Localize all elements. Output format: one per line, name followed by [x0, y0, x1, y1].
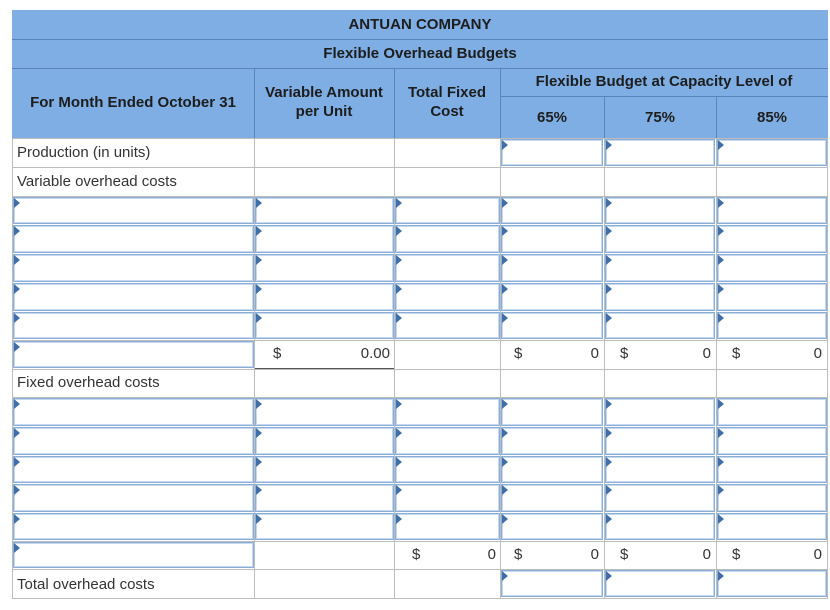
level-75-input[interactable]	[605, 225, 715, 253]
level-75-input[interactable]	[605, 312, 715, 339]
level-85-input[interactable]	[717, 225, 827, 253]
fixed-overhead-label: Fixed overhead costs	[17, 374, 160, 391]
total-fixed-header-line2: Cost	[430, 103, 464, 120]
variable-cost-name-input[interactable]	[13, 283, 254, 311]
fixed-cost-input[interactable]	[395, 225, 500, 253]
variable-total-65-currency: $	[514, 345, 523, 362]
level-85-input[interactable]	[717, 484, 827, 512]
level-85-header: 85%	[756, 109, 788, 126]
variable-amount-input[interactable]	[255, 398, 394, 426]
header-divider	[500, 96, 828, 97]
fixed-cost-input[interactable]	[395, 484, 500, 512]
row-line	[12, 369, 828, 370]
level-75-input[interactable]	[605, 513, 715, 540]
level-65-input[interactable]	[501, 312, 603, 339]
fixed-cost-name-input[interactable]	[13, 427, 254, 455]
fixed-cost-name-input[interactable]	[13, 456, 254, 483]
fixed-total-75-currency: $	[620, 546, 629, 563]
level-65-input[interactable]	[501, 513, 603, 540]
level-65-input[interactable]	[501, 427, 603, 455]
variable-total-85-currency: $	[732, 345, 741, 362]
level-75-input[interactable]	[605, 283, 715, 311]
fixed-cost-name-input[interactable]	[13, 398, 254, 426]
level-75-header: 75%	[644, 109, 676, 126]
fixed-cost-name-input[interactable]	[13, 484, 254, 512]
fixed-total-cost-currency: $	[412, 546, 421, 563]
variable-amount-input[interactable]	[255, 197, 394, 224]
column-line	[827, 138, 828, 598]
fixed-total-cost-value: 0	[487, 546, 496, 563]
header-divider	[12, 39, 828, 40]
level-75-input[interactable]	[605, 254, 715, 282]
header-divider	[12, 68, 828, 69]
level-85-input[interactable]	[717, 456, 827, 483]
total-fixed-header-line1: Total Fixed	[407, 84, 487, 101]
variable-cost-name-input[interactable]	[13, 312, 254, 339]
variable-amount-input[interactable]	[255, 254, 394, 282]
total-overhead-65-input[interactable]	[501, 570, 603, 597]
variable-amount-input[interactable]	[255, 513, 394, 540]
level-65-input[interactable]	[501, 254, 603, 282]
production-label: Production (in units)	[17, 144, 151, 161]
level-75-input[interactable]	[605, 456, 715, 483]
fixed-total-85-currency: $	[732, 546, 741, 563]
variable-total-75-currency: $	[620, 345, 629, 362]
fixed-cost-input[interactable]	[395, 456, 500, 483]
production-65-input[interactable]	[501, 139, 603, 166]
report-title: Flexible Overhead Budgets	[323, 45, 517, 62]
total-overhead-label: Total overhead costs	[17, 576, 155, 593]
level-85-input[interactable]	[717, 513, 827, 540]
production-75-input[interactable]	[605, 139, 715, 166]
fixed-total-65-value: 0	[590, 546, 599, 563]
variable-amount-input[interactable]	[255, 225, 394, 253]
production-85-input[interactable]	[717, 139, 827, 166]
variable-total-65-value: 0	[590, 345, 599, 362]
variable-total-label-input[interactable]	[13, 341, 254, 368]
variable-cost-name-input[interactable]	[13, 197, 254, 224]
variable-total-75-value: 0	[702, 345, 711, 362]
level-75-input[interactable]	[605, 484, 715, 512]
total-underline	[255, 368, 394, 369]
variable-total-85-value: 0	[813, 345, 822, 362]
variable-amount-input[interactable]	[255, 427, 394, 455]
fixed-cost-input[interactable]	[395, 398, 500, 426]
company-name: ANTUAN COMPANY	[348, 16, 492, 33]
fixed-total-85-value: 0	[813, 546, 822, 563]
variable-amount-input[interactable]	[255, 484, 394, 512]
row-line	[12, 598, 828, 599]
level-85-input[interactable]	[717, 427, 827, 455]
fixed-cost-input[interactable]	[395, 312, 500, 339]
variable-amount-input[interactable]	[255, 283, 394, 311]
level-65-input[interactable]	[501, 283, 603, 311]
variable-amount-input[interactable]	[255, 312, 394, 339]
total-overhead-75-input[interactable]	[605, 570, 715, 597]
level-65-input[interactable]	[501, 484, 603, 512]
fixed-cost-input[interactable]	[395, 254, 500, 282]
fixed-cost-input[interactable]	[395, 513, 500, 540]
level-65-input[interactable]	[501, 225, 603, 253]
level-75-input[interactable]	[605, 398, 715, 426]
level-85-input[interactable]	[717, 312, 827, 339]
flexible-budget-header: Flexible Budget at Capacity Level of	[535, 73, 793, 90]
fixed-cost-name-input[interactable]	[13, 513, 254, 540]
variable-cost-name-input[interactable]	[13, 225, 254, 253]
fixed-cost-input[interactable]	[395, 427, 500, 455]
level-85-input[interactable]	[717, 254, 827, 282]
variable-amount-total-value: 0.00	[360, 345, 390, 362]
level-85-input[interactable]	[717, 398, 827, 426]
level-85-input[interactable]	[717, 197, 827, 224]
level-65-input[interactable]	[501, 398, 603, 426]
variable-overhead-label: Variable overhead costs	[17, 173, 177, 190]
level-65-header: 65%	[536, 109, 568, 126]
variable-amount-header-line2: per Unit	[295, 103, 353, 120]
fixed-total-75-value: 0	[702, 546, 711, 563]
period-label: For Month Ended October 31	[30, 94, 236, 111]
level-65-input[interactable]	[501, 456, 603, 483]
level-85-input[interactable]	[717, 283, 827, 311]
variable-cost-name-input[interactable]	[13, 254, 254, 282]
variable-amount-header-line1: Variable Amount	[265, 84, 383, 101]
variable-amount-input[interactable]	[255, 456, 394, 483]
flexible-overhead-budget-sheet	[12, 10, 828, 598]
total-overhead-85-input[interactable]	[717, 570, 827, 597]
variable-amount-total-currency: $	[273, 345, 282, 362]
level-65-input[interactable]	[501, 197, 603, 224]
fixed-cost-input[interactable]	[395, 197, 500, 224]
row-line	[12, 167, 828, 168]
fixed-total-label-input[interactable]	[13, 542, 254, 568]
level-75-input[interactable]	[605, 197, 715, 224]
fixed-total-65-currency: $	[514, 546, 523, 563]
level-75-input[interactable]	[605, 427, 715, 455]
fixed-cost-input[interactable]	[395, 283, 500, 311]
